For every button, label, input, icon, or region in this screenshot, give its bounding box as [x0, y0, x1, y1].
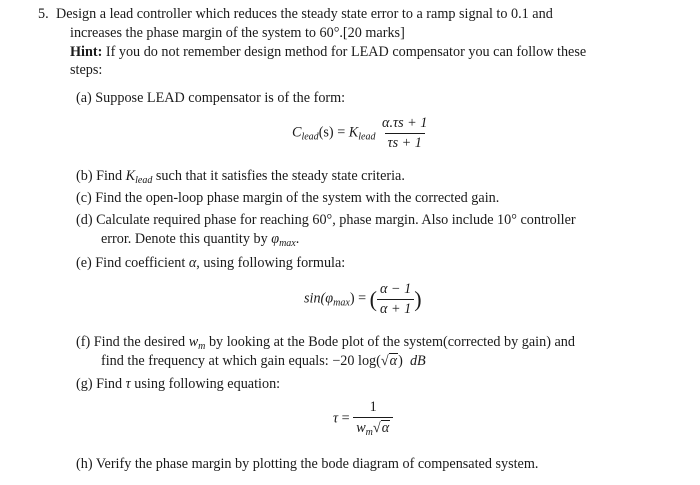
sin-paren-close: ): [414, 286, 422, 312]
tau-lhs: τ: [333, 410, 339, 427]
step-b-symbol-sub: lead: [135, 175, 153, 186]
step-e-text-after: , using following formula:: [196, 255, 346, 271]
step-a-text: Suppose LEAD compensator is of the form:: [95, 90, 346, 106]
step-f-unit: dB: [409, 353, 426, 369]
lead-eq: =: [337, 124, 346, 141]
sin-fraction: [377, 282, 414, 317]
step-h-label: (h): [76, 456, 93, 472]
step-d-symbol: φ: [271, 231, 280, 247]
sin-lhs: sin(: [304, 290, 326, 307]
tau-equation: [333, 400, 393, 438]
step-g: [76, 376, 280, 393]
step-h: [76, 456, 538, 473]
lead-gain: K: [348, 124, 359, 141]
step-f-expr-minus: −20 log(: [332, 353, 381, 369]
step-f-symbol: w: [188, 334, 199, 350]
step-h-text: Verify the phase margin by plotting the bode diagram of compensated system.: [95, 456, 539, 472]
step-e-text-before: Find coefficient: [95, 255, 186, 271]
tau-numerator: 1: [369, 399, 377, 415]
step-b-label: (b): [76, 168, 93, 184]
sin-lhs-close: ): [349, 290, 355, 307]
step-a-label: (a): [76, 90, 92, 106]
step-d-label: (d): [76, 212, 93, 228]
lead-equation: [292, 116, 430, 151]
step-d-period: .: [295, 231, 300, 247]
tau-den-w: w: [356, 419, 366, 436]
step-f-expr-alpha: α: [389, 353, 398, 369]
step-b-symbol: K: [125, 168, 136, 184]
question-line-1: Design a lead controller which reduces the steady state error to a ramp signal to 0.1 and: [56, 6, 553, 22]
step-f-text-2: find the frequency at which gain equals:: [101, 353, 329, 369]
tau-eq: =: [341, 410, 350, 427]
hint-label: Hint:: [70, 44, 103, 60]
step-g-text-before: Find: [96, 376, 123, 392]
step-d-symbol-sub: max: [279, 238, 296, 249]
tau-sqrt-icon: √: [372, 419, 381, 436]
step-b-text-after: such that it satisfies the steady state criteria.: [155, 168, 405, 184]
tau-den-alpha: α: [381, 419, 390, 436]
tau-fraction: [353, 400, 393, 438]
step-f-symbol-sub: m: [198, 341, 206, 352]
step-f-line-1: [76, 334, 575, 352]
lead-denominator: τs + 1: [385, 133, 425, 151]
sin-eq: =: [358, 290, 367, 307]
sqrt-icon: √: [380, 353, 389, 369]
step-d-text-2: error. Denote this quantity by: [101, 231, 268, 247]
question-line-2: increases the phase margin of the system to 60°.[20 marks]: [70, 25, 405, 41]
step-g-label: (g): [76, 376, 93, 392]
lead-fraction: [379, 116, 430, 151]
step-a: [76, 90, 345, 107]
step-c-text: Find the open-loop phase margin of the system with the corrected gain.: [95, 190, 500, 206]
tau-denominator: [353, 417, 393, 439]
step-f-text-after: by looking at the Bode plot of the system(corrected by gain) and: [208, 334, 575, 350]
lead-gain-sub: lead: [358, 131, 376, 143]
step-e-label: (e): [76, 255, 92, 271]
step-b: [76, 168, 405, 186]
step-f-label: (f): [76, 334, 91, 350]
hint-line-2: steps:: [70, 62, 103, 78]
sin-paren-open: (: [369, 286, 377, 312]
step-f-expr-close: ): [398, 353, 403, 369]
sin-denominator: α + 1: [377, 299, 414, 317]
lead-lhs: C: [292, 124, 302, 141]
lead-lhs-arg: (s): [318, 124, 334, 141]
step-d-text-1: Calculate required phase for reaching 60°, phase margin. Also include 10° controller: [96, 212, 576, 228]
hint-text: If you do not remember design method for LEAD compensator you can follow these: [105, 44, 587, 60]
step-d-line-2: [101, 231, 299, 249]
step-f-line-2: [101, 353, 426, 370]
lead-lhs-sub: lead: [301, 131, 319, 143]
sin-numerator: α − 1: [379, 281, 412, 297]
step-g-text-after: using following equation:: [134, 376, 281, 392]
tau-den-sub: m: [365, 426, 373, 438]
hint-line-1: [70, 44, 586, 61]
step-e: [76, 255, 345, 272]
step-c-label: (c): [76, 190, 92, 206]
sin-equation: [304, 282, 422, 317]
step-g-symbol: τ: [125, 376, 131, 392]
lead-numerator: α.τs + 1: [382, 115, 428, 131]
step-e-symbol: α: [188, 255, 197, 271]
step-f-text-before: Find the desired: [93, 334, 186, 350]
question-number: 5.: [38, 6, 49, 22]
sin-phi: φ: [325, 290, 334, 307]
step-c: [76, 190, 499, 207]
step-b-text-before: Find: [96, 168, 123, 184]
sin-phi-sub: max: [333, 297, 350, 309]
step-d-line-1: [76, 212, 576, 229]
